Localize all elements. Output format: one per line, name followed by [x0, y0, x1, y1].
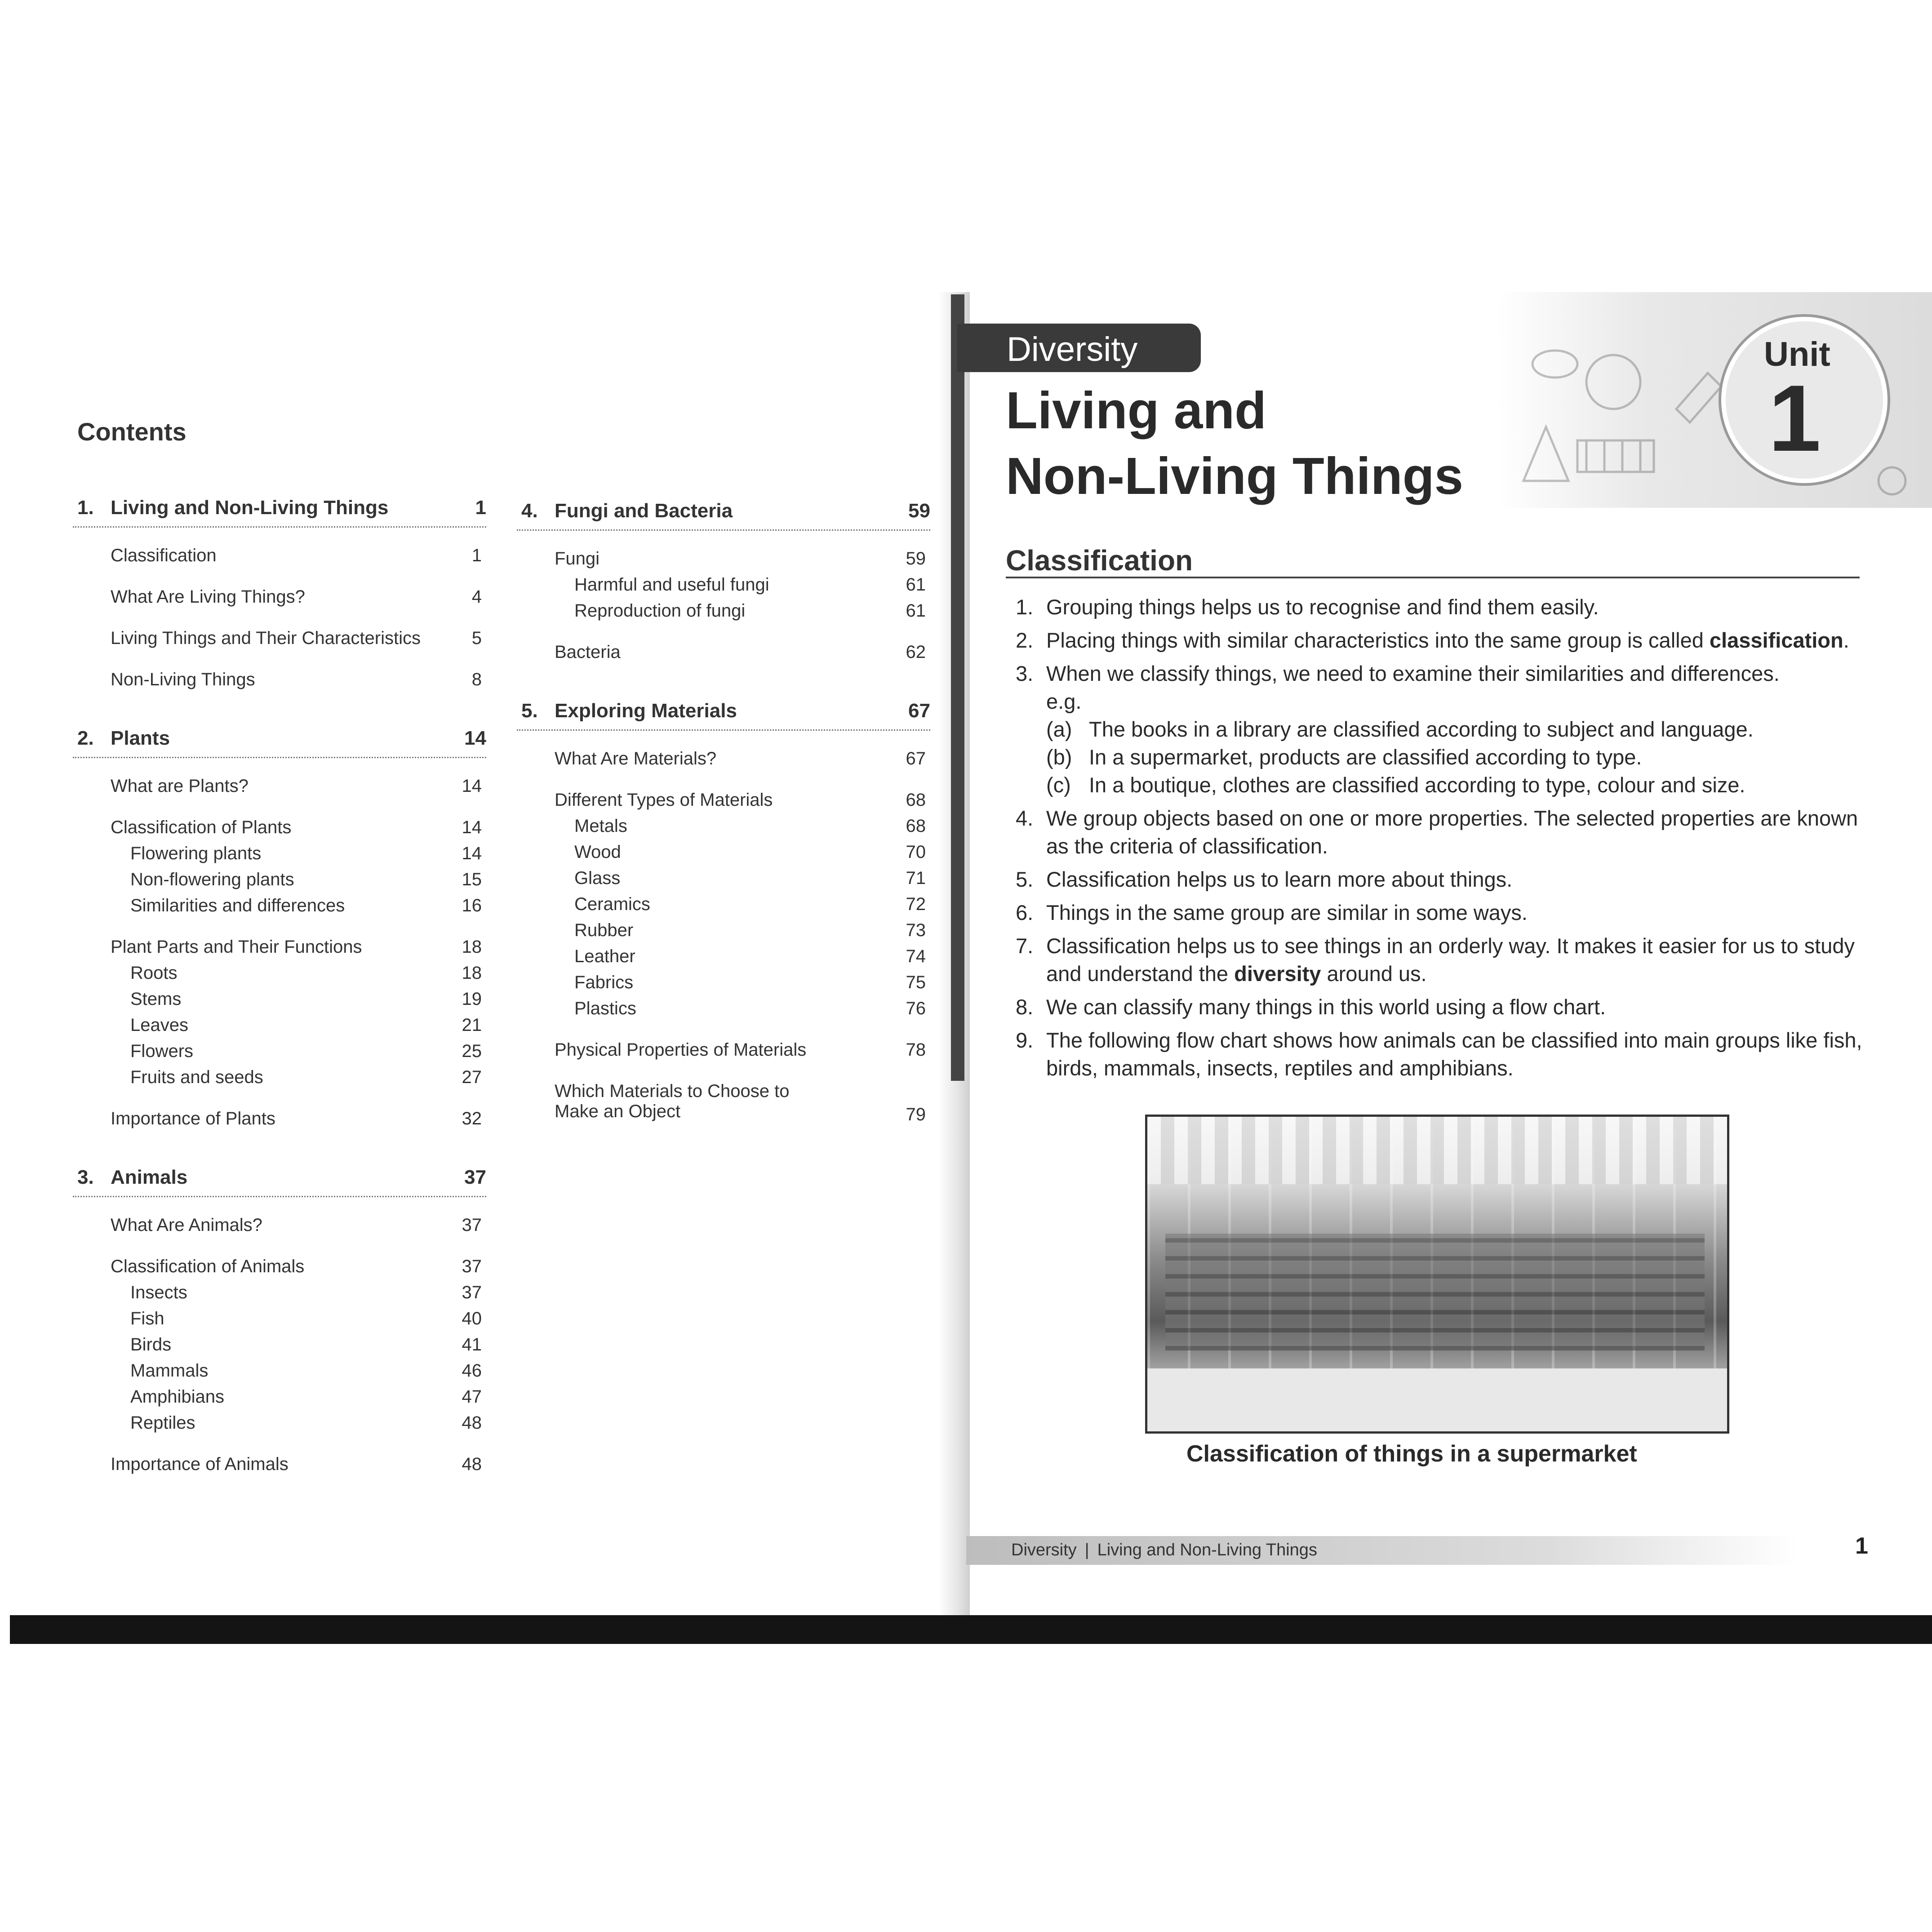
- toc-entry: [73, 1215, 486, 1241]
- toc-entry: [517, 816, 930, 842]
- point-text: When we classify things, we need to examine their similarities and differences.: [1046, 662, 1780, 685]
- toc-chapter-heading: [73, 497, 486, 528]
- toc-entry: [73, 844, 486, 870]
- point-text: We group objects based on one or more properties. The selected properties are known as the criteria of classification.: [1046, 806, 1858, 858]
- toc-entry-label: Importance of Animals: [111, 1454, 289, 1474]
- toc-entry-page: 61: [906, 575, 926, 595]
- toc-chapter-heading: [73, 1166, 486, 1197]
- toc-chapter-title: Exploring Materials: [555, 700, 737, 722]
- toc-entry-page: 46: [462, 1361, 482, 1381]
- toc-entry-page: 61: [906, 601, 926, 621]
- toc-chapter-spacer: [517, 668, 930, 700]
- toc-chapter-spacer: [73, 1135, 486, 1166]
- toc-entry: [517, 549, 930, 575]
- toc-entry: [73, 1361, 486, 1387]
- toc-entry: [73, 1413, 486, 1439]
- toc-entry-label: Metals: [574, 816, 627, 836]
- point-number: 9.: [1016, 1028, 1034, 1052]
- toc-entry-label: Fungi: [555, 549, 600, 568]
- toc-entry: [73, 1335, 486, 1361]
- toc-entry-label: Bacteria: [555, 642, 621, 662]
- toc-entry-page: 21: [462, 1015, 482, 1035]
- toc-entry: [517, 749, 930, 775]
- toc-entry: [73, 1387, 486, 1413]
- photo-ceiling: [1147, 1117, 1727, 1184]
- toc-column-2: [517, 500, 930, 1131]
- toc-entry-page: 75: [906, 973, 926, 992]
- toc-entry-page: 67: [906, 749, 926, 768]
- point-text: Classification helps us to learn more about things.: [1046, 867, 1513, 891]
- toc-entry-label: Non-Living Things: [111, 670, 255, 689]
- toc-entry: [73, 896, 486, 922]
- point-keyword: diversity: [1234, 962, 1321, 986]
- toc-entry: [517, 973, 930, 999]
- example-text: In a supermarket, products are classified according to type.: [1089, 745, 1642, 769]
- toc-entry: [73, 776, 486, 802]
- point-number: 5.: [1016, 867, 1034, 891]
- toc-entry-page: 48: [462, 1454, 482, 1474]
- toc-chapter-page: 1: [475, 497, 486, 519]
- toc-chapter-title: Living and Non-Living Things: [111, 497, 389, 519]
- toc-entry: [517, 842, 930, 868]
- toc-entry-page: 18: [462, 937, 482, 957]
- toc-entry: [73, 1015, 486, 1041]
- point-number: 2.: [1016, 628, 1034, 652]
- toc-entry: [73, 1283, 486, 1309]
- point-text: Classification helps us to see things in an orderly way. It makes it easier for us to study and understand the: [1046, 934, 1855, 986]
- point-number: 8.: [1016, 995, 1034, 1019]
- toc-entry: [517, 790, 930, 816]
- toc-entry-label: Flowering plants: [130, 844, 262, 863]
- toc-entry: [73, 1109, 486, 1135]
- toc-entry-label: Roots: [130, 963, 178, 983]
- toc-entry-page: 79: [906, 1105, 926, 1124]
- point-text: Things in the same group are similar in some ways.: [1046, 901, 1528, 924]
- toc-entry-label: Physical Properties of Materials: [555, 1040, 807, 1060]
- toc-entry: [73, 670, 486, 696]
- classification-point: [1016, 993, 1870, 1021]
- toc-entry-label: Harmful and useful fungi: [574, 575, 769, 595]
- point-text-end: .: [1843, 628, 1849, 652]
- toc-entry: [517, 1081, 930, 1131]
- point-text-end: around us.: [1321, 962, 1427, 986]
- footer-chapter: Living and Non-Living Things: [1097, 1541, 1317, 1559]
- toc-chapter-number: 2.: [77, 727, 94, 749]
- toc-entry-page: 15: [462, 870, 482, 889]
- chapter-title-line2: Non-Living Things: [1006, 447, 1464, 505]
- toc-entry-page: 37: [462, 1257, 482, 1276]
- section-tab: [957, 324, 1201, 372]
- toc-entry: [73, 1041, 486, 1067]
- toc-entry: [73, 1067, 486, 1093]
- toc-chapter-page: 59: [908, 500, 930, 522]
- toc-entry: [73, 1454, 486, 1480]
- toc-entry-page: 76: [906, 999, 926, 1018]
- classification-point: [1016, 1026, 1870, 1082]
- toc-entry: [517, 894, 930, 920]
- toc-entry-page: 19: [462, 989, 482, 1009]
- contents-heading: Contents: [77, 417, 187, 446]
- toc-entry-label: Ceramics: [574, 894, 650, 914]
- photo-caption: Classification of things in a supermarket: [1186, 1441, 1637, 1467]
- chapter-title-line1: Living and: [1006, 381, 1266, 440]
- toc-entry-label: Wood: [574, 842, 621, 862]
- example-text: The books in a library are classified according to subject and language.: [1089, 717, 1754, 741]
- toc-entry: [517, 642, 930, 668]
- page-number: 1: [1855, 1533, 1868, 1559]
- toc-entry: [73, 989, 486, 1015]
- toc-entry: [517, 1040, 930, 1066]
- toc-entry-page: 70: [906, 842, 926, 862]
- example-letter: (b): [1046, 745, 1072, 769]
- chapter-title: [1006, 378, 1463, 509]
- toc-entry-page: 73: [906, 920, 926, 940]
- toc-entry-page: 59: [906, 549, 926, 568]
- example-label: e.g.: [1046, 689, 1082, 713]
- classification-point: [1016, 866, 1870, 893]
- toc-entry: [73, 817, 486, 844]
- toc-entry-label: Fish: [130, 1309, 164, 1328]
- toc-entry-label: What Are Animals?: [111, 1215, 262, 1235]
- footer-section: Diversity: [1011, 1541, 1077, 1559]
- toc-entry-label: Fruits and seeds: [130, 1067, 263, 1087]
- toc-entry-label: Which Materials to Choose to Make an Object: [555, 1081, 790, 1121]
- point-number: 4.: [1016, 806, 1034, 830]
- classification-point: [1016, 593, 1870, 621]
- toc-entry: [517, 946, 930, 973]
- toc-entry: [73, 937, 486, 963]
- classification-point: [1016, 626, 1870, 654]
- toc-entry-page: 37: [462, 1283, 482, 1302]
- toc-entry: [73, 628, 486, 654]
- toc-entry-label: What Are Materials?: [555, 749, 717, 768]
- classification-point: [1016, 932, 1870, 988]
- toc-entry: [517, 868, 930, 894]
- toc-entry-page: 78: [906, 1040, 926, 1060]
- point-text: We can classify many things in this world using a flow chart.: [1046, 995, 1606, 1019]
- toc-entry-page: 16: [462, 896, 482, 915]
- toc-entry-label: Reproduction of fungi: [574, 601, 746, 621]
- point-text: Placing things with similar characteristics into the same group is called: [1046, 628, 1710, 652]
- toc-entry-label: Insects: [130, 1283, 187, 1302]
- toc-chapter-page: 14: [464, 727, 486, 749]
- toc-entry-label: Non-flowering plants: [130, 870, 294, 889]
- toc-entry: [517, 920, 930, 946]
- toc-chapter-spacer: [73, 696, 486, 727]
- example-item: [1046, 743, 1870, 771]
- toc-entry-page: 14: [462, 776, 482, 796]
- toc-chapter-heading: [73, 727, 486, 758]
- toc-entry-label: What Are Living Things?: [111, 587, 305, 607]
- toc-entry-page: 40: [462, 1309, 482, 1328]
- footer-separator: |: [1084, 1541, 1089, 1559]
- toc-entry: [73, 546, 486, 572]
- toc-column-1: [73, 497, 486, 1480]
- photo-produce-displays: [1165, 1234, 1705, 1350]
- toc-entry-page: 68: [906, 790, 926, 810]
- toc-entry-label: Flowers: [130, 1041, 194, 1061]
- toc-chapter-number: 3.: [77, 1166, 94, 1188]
- toc-entry-label: Rubber: [574, 920, 634, 940]
- toc-chapter-heading: [517, 500, 930, 531]
- toc-entry-page: 32: [462, 1109, 482, 1128]
- toc-entry-label: Plant Parts and Their Functions: [111, 937, 362, 957]
- toc-entry-page: 72: [906, 894, 926, 914]
- toc-entry-page: 18: [462, 963, 482, 983]
- toc-entry-page: 71: [906, 868, 926, 888]
- scan-bottom-edge: [10, 1615, 1932, 1644]
- toc-entry-page: 4: [471, 587, 482, 607]
- toc-entry-label: Leather: [574, 946, 635, 966]
- toc-entry-page: 14: [462, 844, 482, 863]
- toc-entry-label: Reptiles: [130, 1413, 195, 1433]
- toc-entry-page: 8: [471, 670, 482, 689]
- point-text: Grouping things helps us to recognise and find them easily.: [1046, 595, 1599, 619]
- section-tab-label: Diversity: [1007, 330, 1138, 369]
- toc-entry-page: 62: [906, 642, 926, 662]
- toc-entry-page: 14: [462, 817, 482, 837]
- toc-entry-page: 25: [462, 1041, 482, 1061]
- toc-chapter-title: Animals: [111, 1166, 188, 1188]
- example-letter: (c): [1046, 773, 1071, 797]
- toc-entry-label: Fabrics: [574, 973, 634, 992]
- toc-entry: [73, 963, 486, 989]
- toc-entry-label: Importance of Plants: [111, 1109, 275, 1128]
- toc-entry: [73, 587, 486, 613]
- footer-running-head: [1011, 1541, 1317, 1560]
- toc-entry-page: 37: [462, 1215, 482, 1235]
- toc-entry-page: 74: [906, 946, 926, 966]
- toc-entry-label: Leaves: [130, 1015, 188, 1035]
- toc-entry-label: Stems: [130, 989, 182, 1009]
- toc-entry-page: 1: [471, 546, 482, 565]
- photo-floor: [1147, 1368, 1727, 1431]
- point-number: 1.: [1016, 595, 1034, 619]
- toc-entry-label: What are Plants?: [111, 776, 249, 796]
- toc-chapter-page: 67: [908, 700, 930, 722]
- classification-point: [1016, 660, 1870, 799]
- toc-entry-page: 47: [462, 1387, 482, 1407]
- example-item: [1046, 715, 1870, 743]
- toc-entry: [73, 1257, 486, 1283]
- point-number: 3.: [1016, 662, 1034, 685]
- toc-chapter-page: 37: [464, 1166, 486, 1188]
- classification-point: [1016, 899, 1870, 927]
- toc-entry-label: Similarities and differences: [130, 896, 345, 915]
- toc-entry-label: Classification: [111, 546, 217, 565]
- point-number: 7.: [1016, 934, 1034, 958]
- point-number: 6.: [1016, 901, 1034, 924]
- unit-number: 1: [1768, 365, 1821, 471]
- toc-entry-label: Different Types of Materials: [555, 790, 773, 810]
- classification-points: [1016, 593, 1870, 1088]
- toc-chapter-number: 1.: [77, 497, 94, 519]
- toc-entry-label: Classification of Animals: [111, 1257, 305, 1276]
- toc-entry: [73, 1309, 486, 1335]
- toc-entry-label: Living Things and Their Characteristics: [111, 628, 421, 648]
- page-edge-bar: [951, 294, 964, 1081]
- toc-entry-page: 68: [906, 816, 926, 836]
- section-heading: Classification: [1006, 544, 1193, 577]
- toc-chapter-number: 4.: [521, 500, 538, 522]
- toc-entry-page: 41: [462, 1335, 482, 1355]
- toc-entry: [517, 601, 930, 627]
- toc-entry: [73, 870, 486, 896]
- toc-entry-page: 5: [471, 628, 482, 648]
- toc-entry-label: Glass: [574, 868, 621, 888]
- example-item: [1046, 771, 1870, 799]
- unit-label: Unit: [1764, 335, 1830, 373]
- point-keyword: classification: [1709, 628, 1843, 652]
- toc-entry-label: Birds: [130, 1335, 172, 1355]
- toc-entry-label: Mammals: [130, 1361, 209, 1381]
- toc-entry-label: Plastics: [574, 999, 636, 1018]
- section-divider: [1006, 577, 1860, 578]
- point-text: The following flow chart shows how animals can be classified into main groups like fish, birds, mammals, insects, reptiles and amphibians.: [1046, 1028, 1862, 1080]
- classification-point: [1016, 804, 1870, 860]
- toc-entry-label: Classification of Plants: [111, 817, 292, 837]
- toc-chapter-number: 5.: [521, 700, 538, 722]
- toc-entry: [517, 575, 930, 601]
- toc-chapter-title: Plants: [111, 727, 170, 749]
- toc-entry-label: Amphibians: [130, 1387, 225, 1407]
- toc-entry-page: 27: [462, 1067, 482, 1087]
- example-letter: (a): [1046, 717, 1072, 741]
- toc-chapter-heading: [517, 700, 930, 731]
- supermarket-photo: [1145, 1115, 1729, 1434]
- toc-chapter-title: Fungi and Bacteria: [555, 500, 733, 522]
- example-text: In a boutique, clothes are classified according to type, colour and size.: [1089, 773, 1745, 797]
- toc-entry: [517, 999, 930, 1025]
- toc-entry-page: 48: [462, 1413, 482, 1433]
